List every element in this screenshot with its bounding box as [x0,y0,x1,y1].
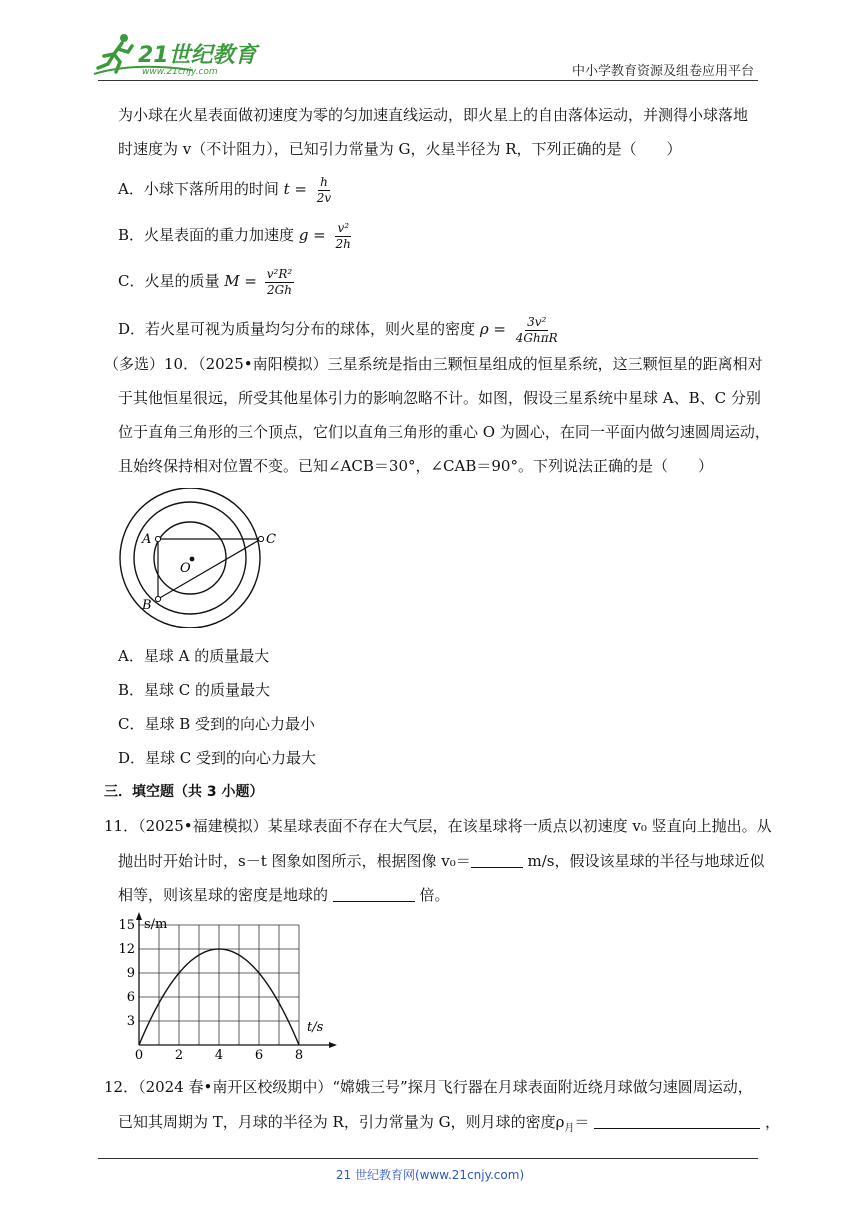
q11-line3: 相等，则该星球的密度是地球的 倍。 [118,886,450,904]
q10-option-a: A．星球 A 的质量最大 [118,647,270,665]
s-t-graph [112,910,342,1062]
x-tick-label: 4 [214,1048,224,1062]
footer-text: 21 世纪教育网(www.21cnjy.com) [335,1168,525,1182]
q10-option-b: B．星球 C 的质量最大 [118,681,271,699]
label-b: B [142,598,152,613]
answer-blank-moon-density[interactable] [594,1114,760,1129]
x-tick-label: 2 [174,1048,184,1062]
y-axis-arrow [136,912,142,920]
x-axis-label: t/s [307,1020,324,1035]
footer-divider [98,1158,758,1159]
section-title: 三．填空题（共 3 小题） [104,784,264,800]
q10-line1: （多选）10．（2025•南阳模拟）三星系统是指由三颗恒星组成的恒星系统，这三颗恒星的距离相对 [104,355,763,373]
q10-option-c: C．星球 B 受到的向心力最小 [118,715,316,733]
q9-option-d: D．若火星可视为质量均匀分布的球体，则火星的密度 ρ = $\frac{\text{3v²}}{\text{4GhπR}}$ [118,315,558,345]
q9-option-b: B．火星表面的重力加速度 g = $\frac{\text{v²}}{2h}$ [118,221,351,251]
q9-option-c: C．火星的质量 M = $\frac{\text{v²R²}}{2Gh}$ [118,267,293,297]
label-a: A [142,532,152,547]
y-tick-label: 9 [126,966,135,981]
logo-text: 21世纪教育 [138,43,257,68]
label-o: O [180,561,191,576]
answer-blank-v0[interactable] [471,853,523,868]
q11-line2: 抛出时开始计时，s－t 图象如图所示，根据图像 v₀＝ m/s，假设该星球的半径与地球近似 [118,852,765,870]
label-c: C [266,532,276,547]
q9-line1: 为小球在火星表面做初速度为零的匀加速直线运动，即火星上的自由落体运动，并测得小球落地 [118,106,749,124]
star-c [258,536,263,541]
y-tick-label: 12 [118,942,135,957]
x-tick-label: 6 [254,1048,264,1062]
header-divider [98,80,758,81]
q12-line2: 已知其周期为 T，月球的半径为 R，引力常量为 G，则月球的密度$\rho_月=$ ， [118,1113,780,1134]
site-logo [92,30,262,78]
header-platform-name: 中小学教育资源及组卷应用平台 [571,64,754,79]
y-tick-label: 15 [118,918,135,933]
x-tick-label: 8 [294,1048,304,1062]
y-axis-label: s/m [144,917,168,932]
logo-url: www.21cnjy.com [142,67,218,77]
star-a [155,536,160,541]
y-tick-label: 3 [126,1014,135,1029]
q10-line2: 于其他恒星很远，所受其他星体引力的影响忽略不计。如图，假设三星系统中星球 A、B、C 分别 [118,389,761,407]
q10-line4: 且始终保持相对位置不变。已知∠ACB＝30°，∠CAB＝90°。下列说法正确的是（ ） [118,457,713,475]
x-axis-arrow [329,1042,337,1048]
q10-option-d: D．星球 C 受到的向心力最大 [118,749,317,767]
q11-line1: 11．（2025•福建模拟）某星球表面不存在大气层，在该星球将一质点以初速度 v₀ 竖直向上抛出。从 [104,817,772,835]
answer-blank-density-ratio[interactable] [333,887,415,902]
y-tick-label: 6 [126,990,135,1005]
q9-option-a: A．小球下落所用的时间 t = $\frac{h}{2v}$ [118,175,332,205]
q9-line2: 时速度为 v（不计阻力），已知引力常量为 G，火星半径为 R，下列正确的是（ ） [118,140,682,158]
star-b [155,596,160,601]
three-star-figure [112,488,282,628]
x-tick-label: 0 [134,1048,144,1062]
q12-line1: 12．（2024 春•南开区校级期中）“嫦娥三号”探月飞行器在月球表面附近绕月球做匀速圆周运动， [104,1078,753,1096]
q10-line3: 位于直角三角形的三个顶点，它们以直角三角形的重心 O 为圆心，在同一平面内做匀速圆周运动， [118,423,770,441]
